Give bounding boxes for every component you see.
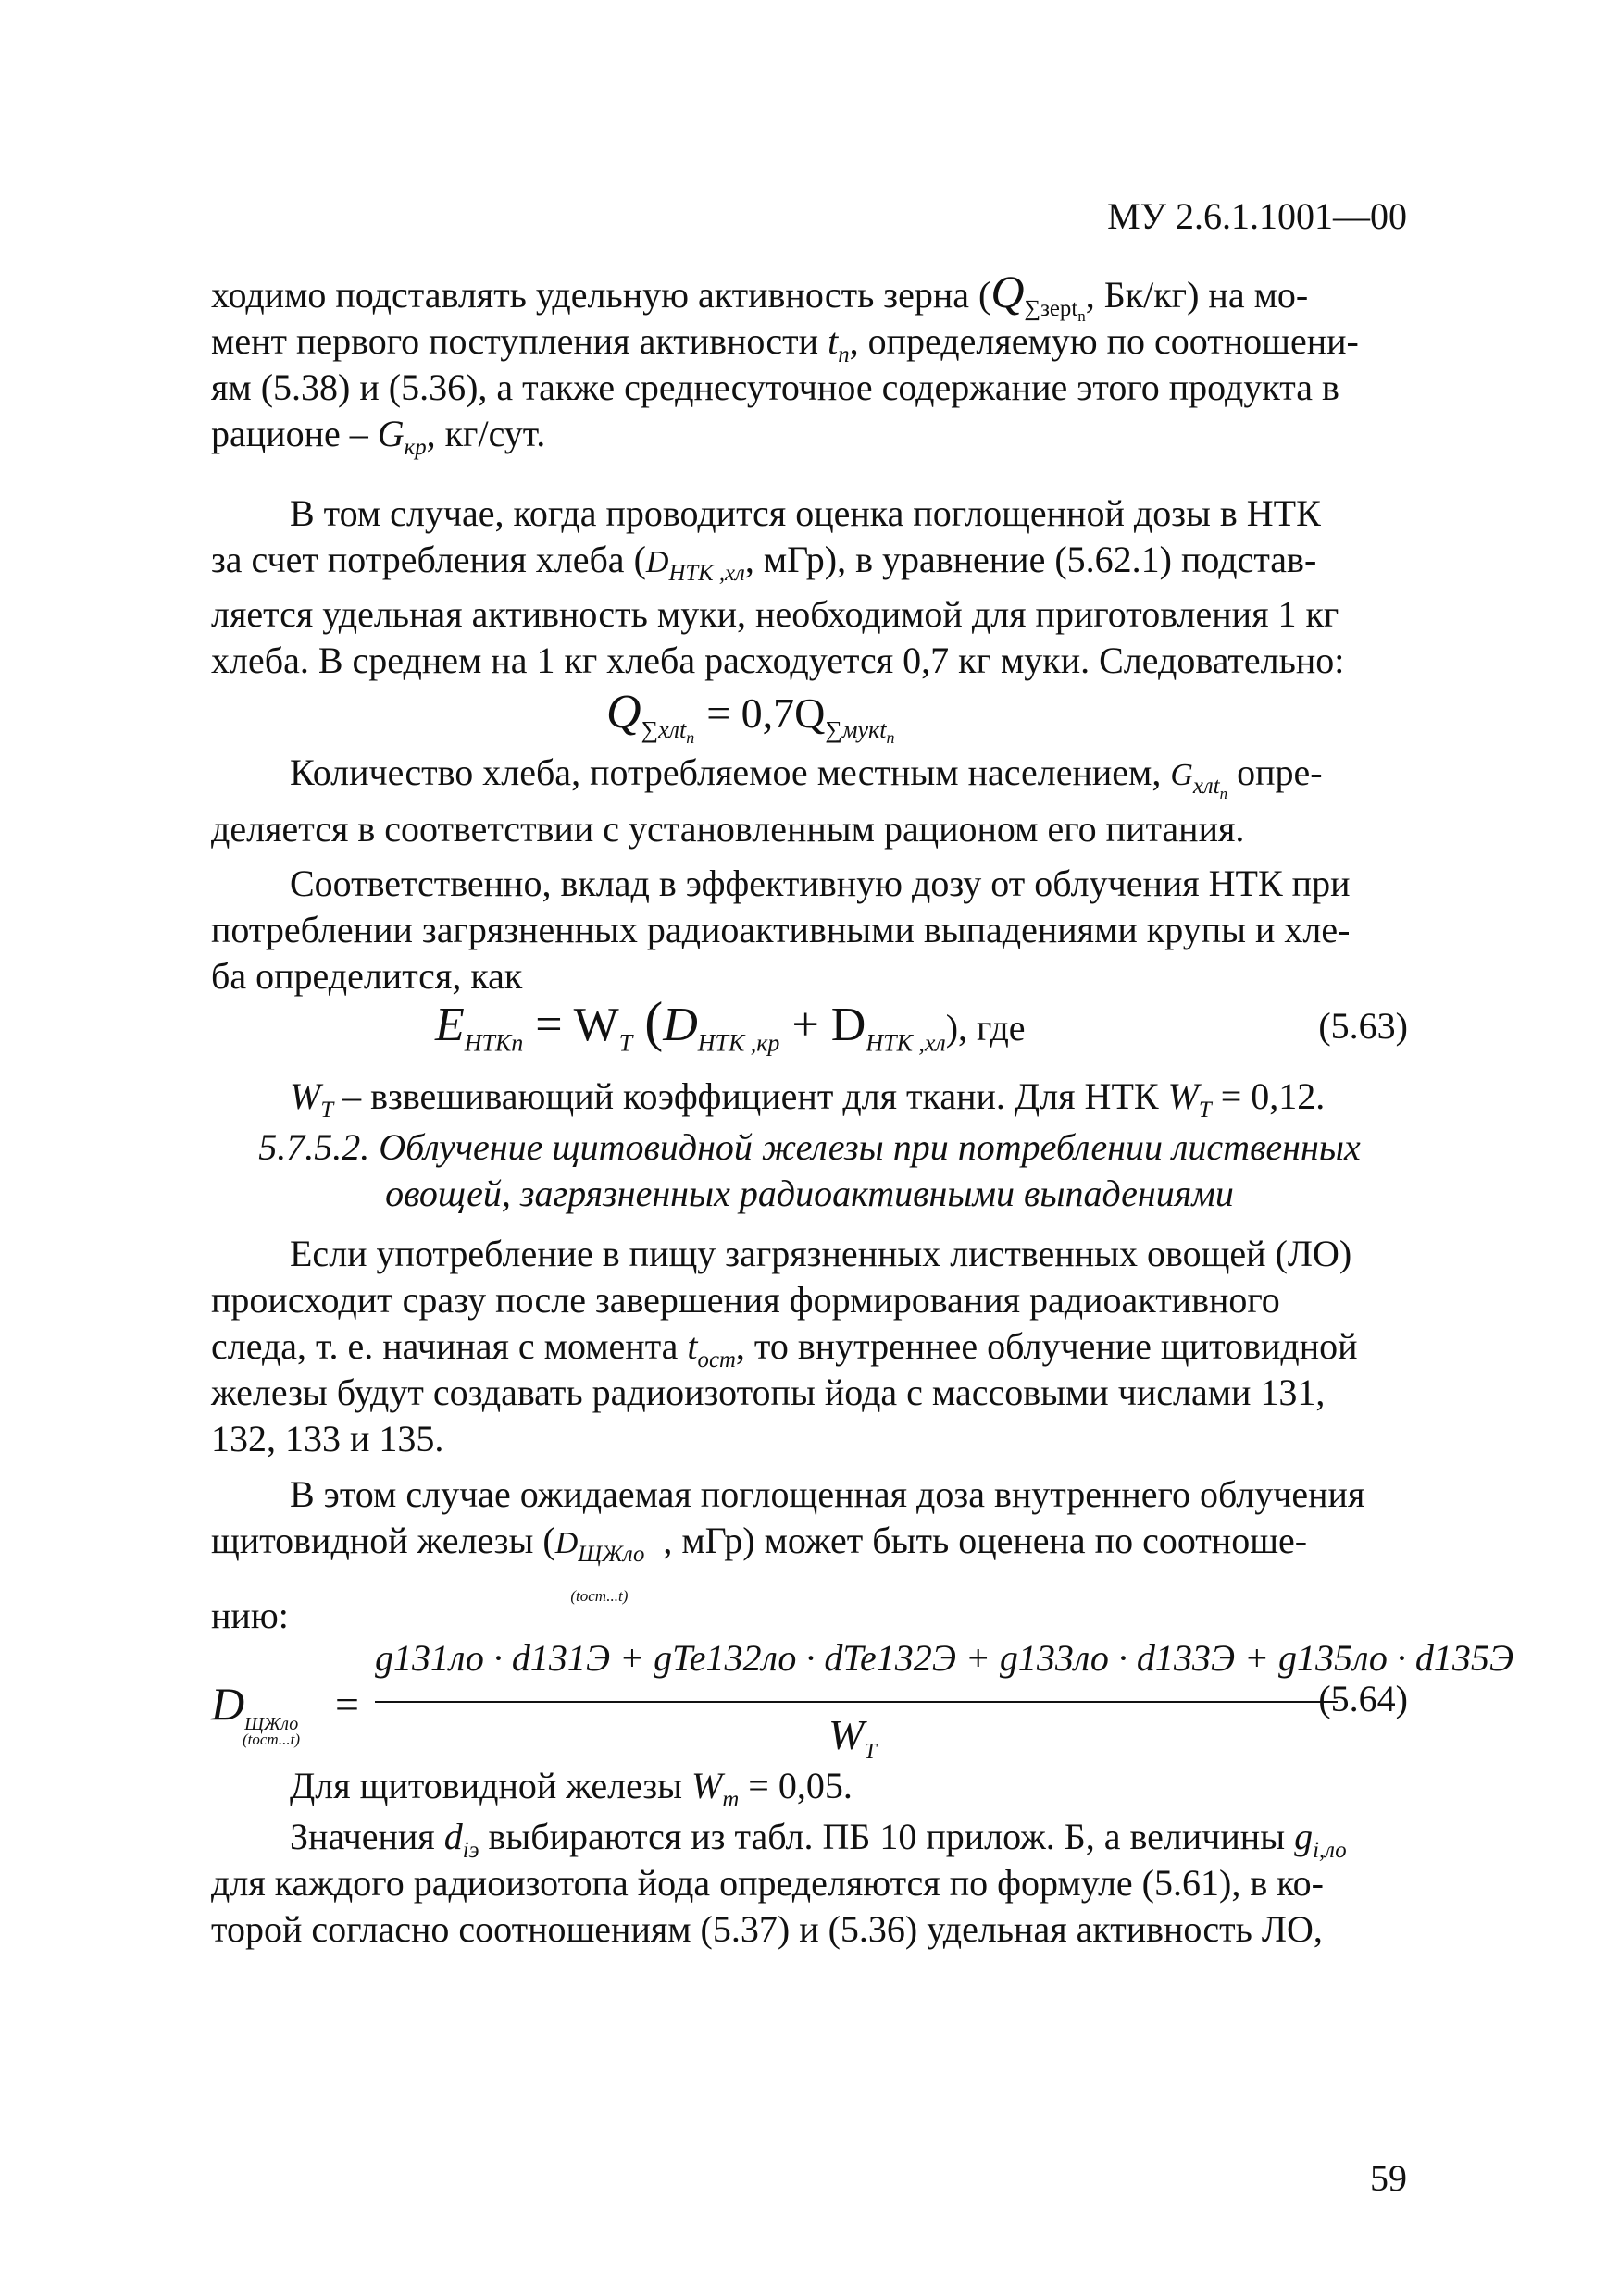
wm-definition — [290, 1763, 1408, 1812]
text-line: ба определится, как — [211, 955, 523, 997]
equation-5-64-numerator: g131ло · d131Э + gTe132ло · dTe132Э + g133ло · d133Э + g135ло · d135Э — [375, 1637, 1514, 1679]
text-line: ляется удельная активность муки, необходимой для приготовления 1 кг — [211, 593, 1339, 635]
text-line: В этом случае ожидаемая поглощенная доза внутреннего облучения — [290, 1473, 1365, 1515]
paragraph-3 — [211, 750, 1408, 852]
paragraph-6 — [211, 1471, 1408, 1639]
equation-5-64-lhs-time: (tост...t) — [243, 1731, 301, 1748]
text-line: хлеба. В среднем на 1 кг хлеба расходуется 0,7 кг муки. Следовательно: — [211, 639, 1345, 681]
text-line: для каждого радиоизотопа йода определяются по формуле (5.61), в ко- — [211, 1862, 1324, 1904]
section-heading-line: 5.7.5.2. Облучение щитовидной железы при потреблении лиственных — [258, 1126, 1361, 1168]
section-heading-line: овощей, загрязненных радиоактивными выпадениями — [385, 1173, 1234, 1214]
section-heading — [211, 1124, 1408, 1217]
text-line: Соответственно, вклад в эффективную дозу от облучения НТК при — [290, 863, 1351, 904]
text-line: деляется в соответствии с установленным рационом его питания. — [211, 808, 1245, 850]
text-line: Для щитовидной железы $W_m = 0,05$. — [290, 1765, 853, 1812]
text-line: В том случае, когда проводится оценка поглощенной дозы в НТК — [290, 492, 1321, 534]
text-line: $W_T$ – взвешивающий коэффициент для ткани. Для НТК $W_T = 0,12$. — [290, 1075, 1326, 1123]
equation-5-64-lhs: $D_{ЩЖло}$ — [211, 1678, 299, 1734]
equation-bread-activity: $Q_{\sum хлt_n} = 0,7Q_{\sum мукt_n}$ — [606, 686, 895, 748]
text-line: щитовидной железы ($D_{ЩЖло}$ (tост...t) , мГр) может быть оценена по соотноше- — [211, 1520, 1308, 1605]
equation-5-64-equals: = — [335, 1681, 359, 1728]
equation-number-5-63: (5.63) — [1318, 1005, 1408, 1047]
text-line: мент первого поступления активности $t_n$, определяемую по соотношени- — [211, 320, 1359, 367]
text-line: потреблении загрязненных радиоактивными выпадениями крупы и хле- — [211, 909, 1351, 950]
text-line: Значения $d_{iэ}$ выбираются из табл. ПБ 10 прилож. Б, а величины $g_{i,ло}$ — [290, 1816, 1347, 1863]
paragraph-4 — [211, 861, 1408, 999]
paragraph-1 — [211, 266, 1408, 460]
text-line: Если употребление в пищу загрязненных лиственных овощей (ЛО) — [290, 1233, 1352, 1274]
wt-definition — [290, 1074, 1408, 1123]
paragraph-2 — [211, 490, 1408, 684]
text-line: следа, т. е. начиная с момента $t_{ост}$, то внутреннее облучение щитовидной — [211, 1325, 1358, 1372]
document-code-header: МУ 2.6.1.1001—00 — [1107, 195, 1407, 237]
page-number: 59 — [1370, 2157, 1407, 2199]
text-line: торой согласно соотношениям (5.37) и (5.36) удельная активность ЛО, — [211, 1908, 1323, 1950]
text-line: происходит сразу после завершения формирования радиоактивного — [211, 1279, 1280, 1321]
equation-5-63: $E_{НТКn} = W_T$ $(D_{НТК ,кр} + D_{НТК ,хл})$, где — [435, 991, 1026, 1057]
text-line: 132, 133 и 135. — [211, 1418, 444, 1459]
paragraph-5 — [211, 1231, 1408, 1462]
text-line: рационе – $G_{кр}$, кг/сут. — [211, 413, 546, 460]
fraction-bar — [375, 1701, 1338, 1703]
text-line: ходимо подставлять удельную активность зерна ($Q_{\sum зерt_n}$, Бк/кг) на мо- — [211, 266, 1309, 325]
text-line: нию: — [211, 1595, 289, 1636]
text-line: ям (5.38) и (5.36), а также среднесуточное содержание этого продукта в — [211, 366, 1339, 408]
text-line: Количество хлеба, потребляемое местным населением, $G_{хлt_n}$ опре- — [290, 751, 1323, 802]
equation-number-5-64: (5.64) — [1318, 1678, 1408, 1719]
text-line: железы будут создавать радиоизотопы йода с массовыми числами 131, — [211, 1371, 1326, 1413]
paragraph-7 — [211, 1814, 1408, 1953]
equation-5-64-denominator: $W_T$ — [828, 1711, 877, 1765]
text-line: за счет потребления хлеба ($D_{НТК ,хл}$, мГр), в уравнение (5.62.1) подстав- — [211, 539, 1317, 586]
